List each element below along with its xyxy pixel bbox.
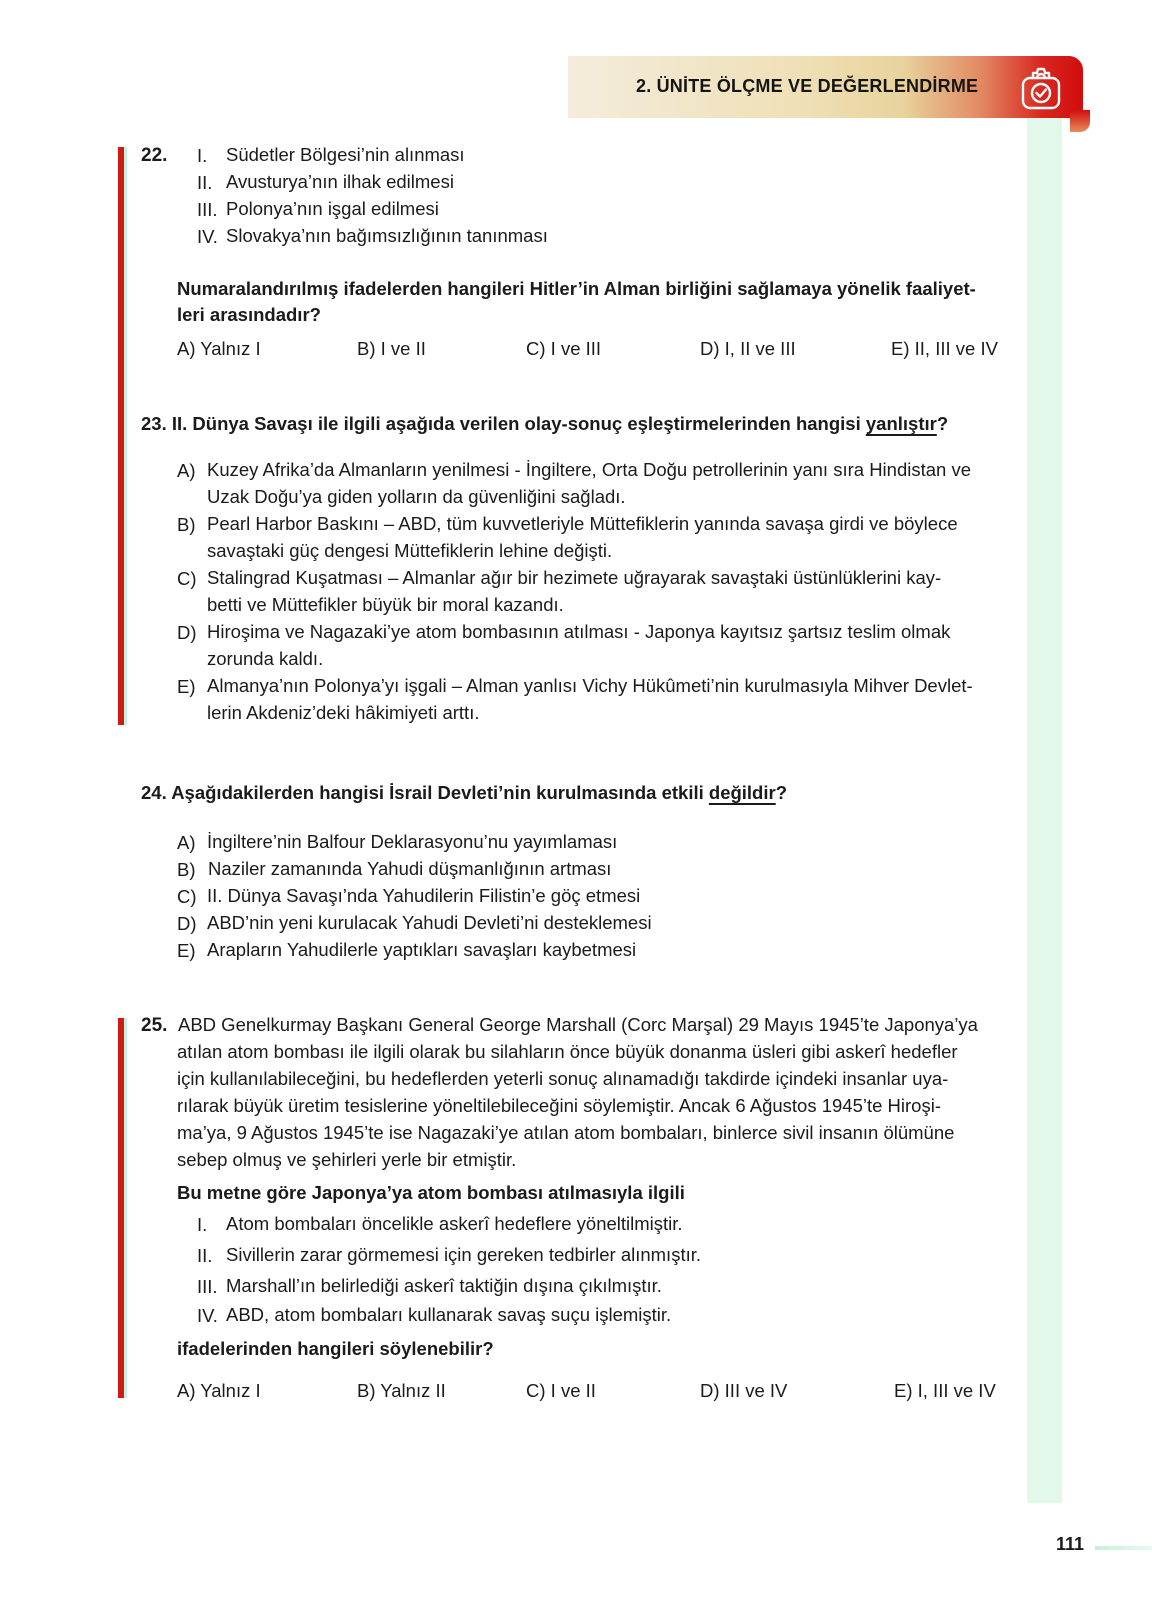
question-number: 24. (141, 782, 167, 803)
question-stem (141, 410, 948, 437)
choice-a[interactable]: A) Yalnız I (177, 338, 261, 359)
choice-c[interactable]: C) I ve II (526, 1380, 596, 1401)
choice-c[interactable]: C) I ve III (526, 338, 602, 359)
question-number: 25. (141, 1015, 168, 1036)
option-text: ABD’nin yeni kurulacak Yahudi Devleti’ni desteklemesi (207, 912, 652, 933)
statement-text: Südetler Bölgesi’nin alınması (226, 144, 465, 165)
option-label: A) (177, 832, 196, 853)
option-text: II. Dünya Savaşı’nda Yahudilerin Filistin’e göç etmesi (207, 885, 641, 906)
question-stem (141, 779, 787, 806)
option-label: B) (177, 514, 196, 535)
stem-text: Aşağıdakilerden hangisi İsrail Devleti’nin kurulmasında etkili (171, 782, 709, 803)
right-margin-strip (1027, 118, 1062, 1503)
question-lead: Bu metne göre Japonya’ya atom bombası atılmasıyla ilgili (177, 1182, 685, 1203)
option-text: İngiltere’nin Balfour Deklarasyonu’nu yayımlaması (207, 831, 618, 852)
statement-roman: I. (197, 1214, 208, 1235)
choice-d[interactable]: D) I, II ve III (700, 338, 796, 359)
passage-line: ma’ya, 9 Ağustos 1945’te ise Nagazaki’ye atılan atom bombaları, binlerce sivil insanın ölümüne (177, 1122, 955, 1143)
stem-end: ? (775, 782, 788, 803)
option-text: betti ve Müttefikler büyük bir moral kazandı. (207, 594, 564, 615)
stem-text: II. Dünya Savaşı ile ilgili aşağıda verilen olay-sonuç eşleştirmelerinden hangisi (171, 413, 866, 434)
option-label: C) (177, 568, 197, 589)
option-text: zorunda kaldı. (207, 648, 324, 669)
option-label: D) (177, 622, 197, 643)
gear-check-icon (1018, 64, 1064, 112)
option-label: C) (177, 886, 197, 907)
passage-line: için kullanılabileceğini, bu hedeflerden yeterli sonuç alınamadığı takdirde içindeki insanlar uya- (177, 1068, 949, 1089)
option-text: Naziler zamanında Yahudi düşmanlığının artması (208, 858, 612, 879)
option-text: Kuzey Afrika’da Almanların yenilmesi - İngiltere, Orta Doğu petrollerinin yanı sıra Hindistan ve (207, 459, 971, 480)
stem-emphasis: değildir (708, 782, 776, 803)
statement-roman: III. (197, 1276, 218, 1297)
passage-line: ABD Genelkurmay Başkanı General George Marshall (Corc Marşal) 29 Mayıs 1945’te Japonya’ya (178, 1014, 978, 1035)
statement-roman: IV. (197, 226, 218, 247)
choice-e[interactable]: E) I, III ve IV (894, 1380, 996, 1401)
question-number: 23. (141, 413, 167, 434)
question-prompt: leri arasındadır? (177, 304, 321, 325)
option-label: B) (177, 859, 196, 880)
choice-a[interactable]: A) Yalnız I (177, 1380, 261, 1401)
option-label: E) (177, 676, 196, 697)
statement-roman: II. (197, 172, 213, 193)
question-accent-bar (118, 1018, 127, 1398)
choice-b[interactable]: B) Yalnız II (357, 1380, 446, 1401)
option-label: D) (177, 913, 197, 934)
question-number: 22. (141, 145, 168, 166)
option-text: Pearl Harbor Baskını – ABD, tüm kuvvetleriyle Müttefiklerin yanında savaşa girdi ve böylece (207, 513, 958, 534)
passage-line: sebep olmuş ve şehirleri yerle bir etmiştir. (177, 1149, 517, 1170)
option-text: lerin Akdeniz’deki hâkimiyeti arttı. (207, 702, 480, 723)
header-ribbon-curl (1070, 110, 1090, 132)
statement-text: Polonya’nın işgal edilmesi (226, 198, 439, 219)
statement-text: Marshall’ın belirlediği askerî taktiğin dışına çıkılmıştır. (226, 1275, 662, 1296)
statement-text: ABD, atom bombaları kullanarak savaş suçu işlemiştir. (226, 1304, 672, 1325)
option-text: savaştaki güç dengesi Müttefiklerin lehine değişti. (207, 540, 613, 561)
statement-text: Sivillerin zarar görmemesi için gereken tedbirler alınmıştır. (226, 1244, 702, 1265)
stem-emphasis: yanlıştır (865, 413, 937, 434)
option-text: Stalingrad Kuşatması – Almanlar ağır bir hezimete uğrayarak savaştaki üstünlüklerini kay- (207, 567, 942, 588)
option-label: A) (177, 460, 196, 481)
page-number: 111 (1056, 1534, 1085, 1554)
passage-line: rılarak büyük üretim tesislerine yöneltilebileceğini söylemiştir. Ancak 6 Ağustos 1945’te Hiroşi- (177, 1095, 941, 1116)
choice-b[interactable]: B) I ve II (357, 338, 426, 359)
statement-roman: I. (197, 145, 208, 166)
question-prompt: Numaralandırılmış ifadelerden hangileri Hitler’in Alman birliğini sağlamaya yönelik faaliyet- (177, 278, 976, 299)
option-text: Arapların Yahudilerle yaptıkları savaşları kaybetmesi (207, 939, 637, 960)
stem-end: ? (936, 413, 949, 434)
statement-roman: II. (197, 1245, 213, 1266)
statement-roman: III. (197, 199, 218, 220)
statement-text: Slovakya’nın bağımsızlığının tanınması (226, 225, 548, 246)
passage-line: atılan atom bombası ile ilgili olarak bu silahların önce büyük donanma üsleri gibi askerî hedefler (177, 1041, 958, 1062)
statement-text: Atom bombaları öncelikle askerî hedeflere yöneltilmiştir. (226, 1213, 683, 1234)
option-label: E) (177, 940, 196, 961)
question-accent-bar (118, 147, 127, 725)
choice-d[interactable]: D) III ve IV (700, 1380, 788, 1401)
unit-title: 2. ÜNİTE ÖLÇME VE DEĞERLENDİRME (636, 76, 979, 96)
question-prompt: ifadelerinden hangileri söylenebilir? (177, 1338, 494, 1359)
option-text: Uzak Doğu’ya giden yolların da güvenliğini sağladı. (207, 486, 626, 507)
choice-e[interactable]: E) II, III ve IV (891, 338, 998, 359)
statement-roman: IV. (197, 1305, 218, 1326)
option-text: Almanya’nın Polonya’yı işgali – Alman yanlısı Vichy Hükûmeti’nin kurulmasıyla Mihver Devlet- (207, 675, 973, 696)
page-number-rule (1095, 1546, 1152, 1550)
option-text: Hiroşima ve Nagazaki’ye atom bombasının atılması - Japonya kayıtsız şartsız teslim olmak (207, 621, 951, 642)
statement-text: Avusturya’nın ilhak edilmesi (226, 171, 454, 192)
